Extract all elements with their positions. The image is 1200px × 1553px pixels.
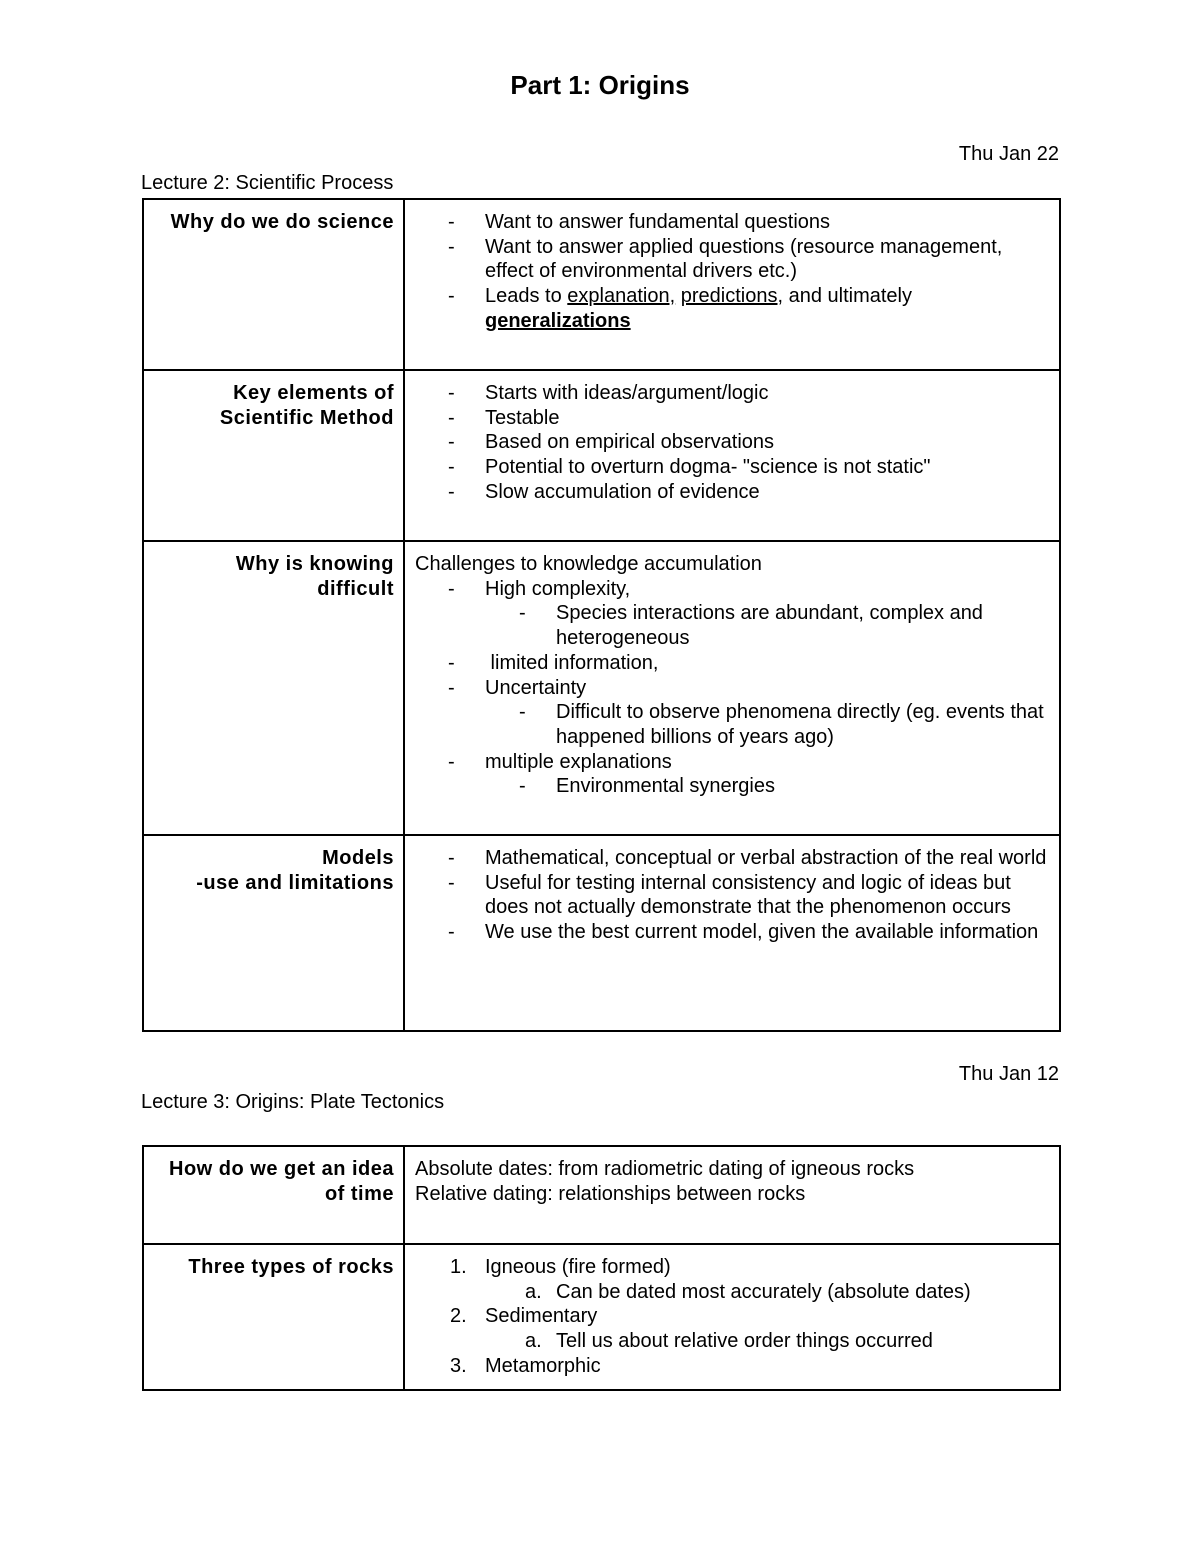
table-row	[143, 541, 1060, 835]
list-item: - Environmental synergies	[519, 775, 775, 798]
underlined-term: explanation,	[567, 285, 676, 308]
lecture2-title: Lecture 2: Scientific Process	[141, 172, 394, 194]
lecture2-table	[142, 198, 1061, 1032]
table-row	[143, 835, 1060, 1031]
list-item: - Uncertainty	[448, 676, 587, 699]
row-answer	[404, 835, 1060, 1031]
row-question: Why is knowing difficult	[143, 541, 404, 835]
list-item: - Species interactions are abundant, complex and heterogeneous	[519, 602, 983, 650]
answer-line: Relative dating: relationships between rocks	[415, 1182, 806, 1205]
list-item: - Want to answer fundamental questions	[448, 211, 831, 233]
list-item: - Slow accumulation of evidence	[448, 480, 760, 503]
list-item: - High complexity,	[448, 577, 631, 600]
lecture2-date: Thu Jan 22	[958, 143, 1059, 165]
list-item: a. Can be dated most accurately (absolute dates)	[525, 1280, 971, 1303]
list-item: - Leads to explanation, predictions, and ultimately generalizations	[448, 285, 912, 332]
list-item: - Mathematical, conceptual or verbal abstraction of the real world	[448, 847, 1047, 869]
row-question: Three types of rocks	[143, 1244, 404, 1390]
list-item: - Starts with ideas/argument/logic	[448, 382, 769, 404]
table-row	[143, 370, 1060, 541]
page-title: Part 1: Origins	[510, 70, 690, 100]
table-row	[143, 199, 1060, 370]
answer-line: Absolute dates: from radiometric dating of igneous rocks	[415, 1158, 915, 1180]
table-row	[143, 1244, 1060, 1390]
list-item: 3. Metamorphic	[450, 1354, 601, 1377]
lecture3-title: Lecture 3: Origins: Plate Tectonics	[141, 1091, 445, 1113]
row-question: Models -use and limitations	[143, 835, 404, 1031]
list-item: - Difficult to observe phenomena directly (eg. events that happened billions of years ago)	[519, 701, 1044, 748]
table-row	[143, 1146, 1060, 1244]
row-answer	[404, 370, 1060, 541]
list-item: a. Tell us about relative order things occurred	[525, 1330, 933, 1353]
list-item: - limited information,	[448, 651, 659, 674]
row-answer	[404, 199, 1060, 370]
row-intro: Challenges to knowledge accumulation	[415, 553, 762, 575]
list-item: - Testable	[448, 406, 560, 429]
list-item: - We use the best current model, given the available information	[448, 921, 1039, 944]
bold-underlined-term: generalizations	[485, 309, 631, 332]
list-item: 2. Sedimentary	[450, 1305, 598, 1328]
lecture3-date: Thu Jan 12	[958, 1063, 1059, 1085]
underlined-term: predictions,	[680, 285, 784, 308]
list-item: - Potential to overturn dogma- "science is not static"	[448, 456, 931, 479]
list-item: - Useful for testing internal consistency and logic of ideas but does not actually demonstrate that the phenomenon occurs	[448, 871, 1011, 919]
row-answer	[404, 541, 1060, 835]
row-answer	[404, 1146, 1060, 1244]
lecture3-table	[142, 1145, 1061, 1391]
row-question: Why do we do science	[143, 199, 404, 370]
list-item: - Based on empirical observations	[448, 431, 775, 454]
list-item: 1. Igneous (fire formed)	[450, 1256, 671, 1278]
row-question: How do we get an idea of time	[143, 1146, 404, 1244]
list-item: - Want to answer applied questions (resource management, effect of environmental drivers etc.)	[448, 235, 1003, 283]
row-answer	[404, 1244, 1060, 1390]
row-question: Key elements of Scientific Method	[143, 370, 404, 541]
list-item: - multiple explanations	[448, 750, 672, 773]
